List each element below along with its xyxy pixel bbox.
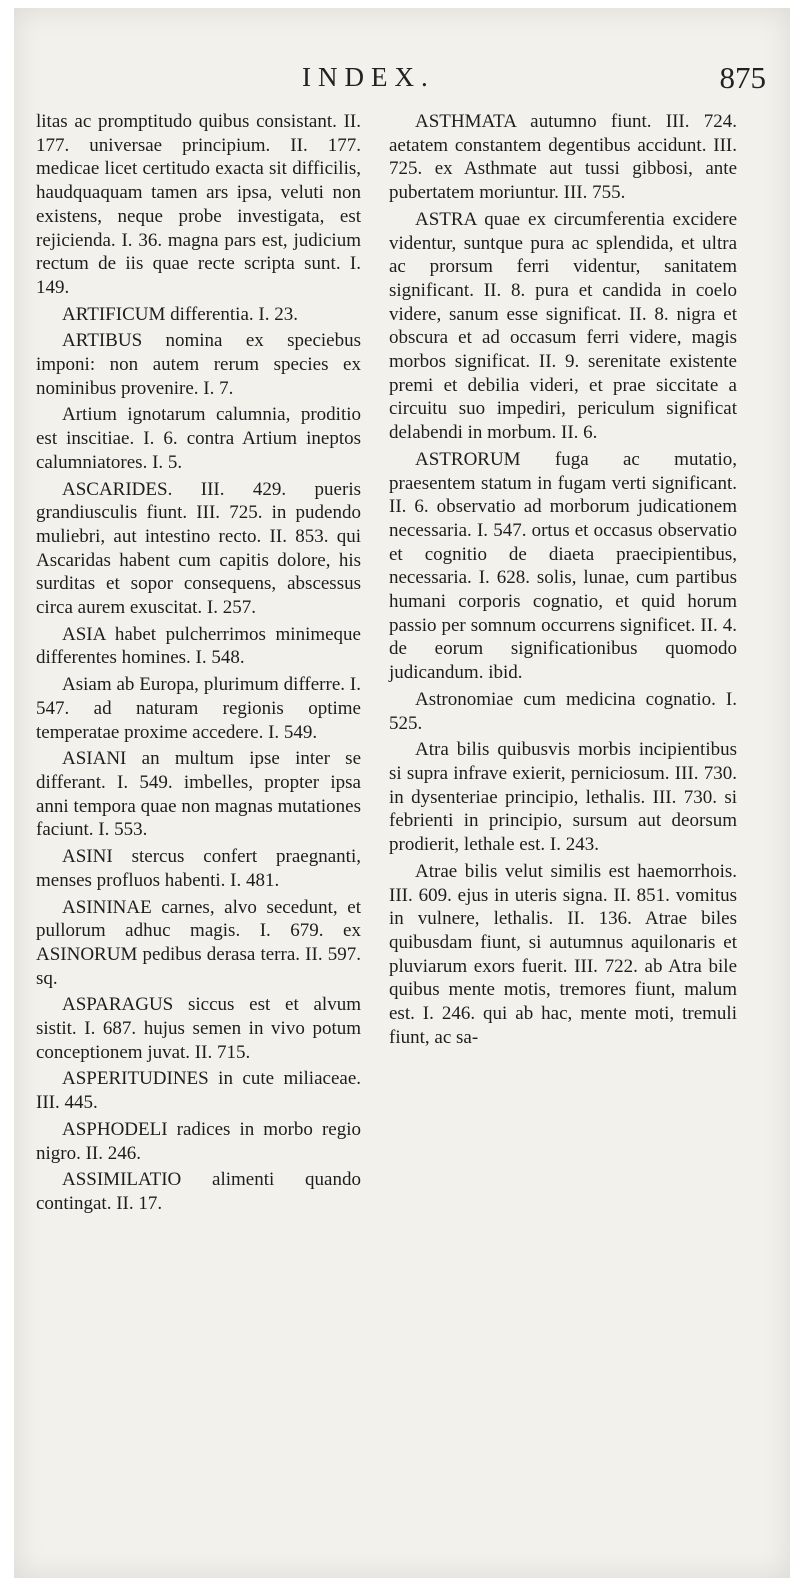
left-column: [36, 110, 361, 1219]
index-entry: ASPARAGUS siccus est et alvum sistit. I. 687. hujus semen in vivo potum conceptionem juvat. II. 715.: [36, 994, 361, 1063]
index-entry: ASSIMILATIO alimenti quando contingat. II. 17.: [36, 1169, 361, 1214]
index-entry: ASINI stercus confert praegnanti, menses profluos habenti. I. 481.: [36, 846, 361, 891]
index-entry: Asiam ab Europa, plurimum differre. I. 547. ad naturam regionis optime temperatae proxime accedere. I. 549.: [36, 674, 361, 743]
index-entry: Artium ignotarum calumnia, proditio est inscitiae. I. 6. contra Artium ineptos calumniatores. I. 5.: [36, 404, 361, 473]
book-page: [14, 8, 790, 1578]
index-entry: ASTHMATA autumno fiunt. III. 724. aetatem constantem degentibus accidunt. III. 725. ex Asthmate aut tussi gibbosi, ante pubertatem moriuntur. III. 755.: [389, 111, 737, 204]
index-entry: ASTRA quae ex circumferentia excidere videntur, suntque pura ac splendida, et ultra ac prorsum ferri videntur, sanitatem significant. II. 8. pura et candida in coelo videre, sanum esse significat. II. 8. nigra et obscura et ad occasum ferri videre, magis morbos significat. II. 9. serenitate existente premi et debilia videri, et prae siccitate a circuitu suo impediri, periculum significat delabendi in morbum. II. 6.: [389, 208, 737, 444]
index-entry: ASPERITUDINES in cute miliaceae. III. 445.: [36, 1068, 361, 1114]
index-entry: Atra bilis quibusvis morbis incipientibus si supra infrave exierit, perniciosum. III. 730. in dysenteriae principio, lethalis. III. 730. si febrienti in principio, sursum aut deorsum prodierit, lethale est. I. 243.: [389, 739, 737, 856]
index-entry: ASPHODELI radices in morbo regio nigro. II. 246.: [36, 1118, 361, 1164]
index-entry: ASIA habet pulcherrimos minimeque differentes homines. I. 548.: [36, 623, 361, 669]
running-title: INDEX.: [302, 62, 435, 92]
index-entry: ARTIFICUM differentia. I. 23.: [62, 303, 298, 325]
index-entry: ASTRORUM fuga ac mutatio, praesentem statum in fugam verti significant. II. 6. observatio ad morborum judicationem necessaria. I. 547. ortus et occasus observatio et cognitio de diaeta praecipientibus, necessaria. I. 628. solis, lunae, cum partibus humani corporis cognatio, et quid horum passio per somnum occurrens significet. II. 4. de eorum significationibus quomodo judicandum. ibid.: [389, 448, 737, 684]
index-entry: litas ac promptitudo quibus consistant. II. 177. universae principium. II. 177. medicae licet certitudo exacta sit difficilis, haudquaquam tamen ars ipsa, veluti non existens, neque probe investigata, est rejicienda. I. 36. magna pars est, judicium rectum de iis quae recte scripta sunt. I. 149.: [36, 111, 361, 298]
page-header: [14, 62, 790, 102]
index-entry: ARTIBUS nomina ex speciebus imponi: non autem rerum species ex nominibus provenire. I. 7.: [36, 330, 361, 399]
right-column: [389, 110, 737, 1052]
index-entry: Astronomiae cum medicina cognatio. I. 525.: [389, 688, 737, 734]
index-entry: ASCARIDES. III. 429. pueris grandiusculis fiunt. III. 725. in pudendo muliebri, aut intestino recto. II. 853. qui Ascaridas habent cum capitis dolore, his surditas et sopor consequens, abscessus circa aurem exuscitat. I. 257.: [36, 478, 361, 619]
index-entry: ASIANI an multum ipse inter se differant. I. 549. imbelles, propter ipsa anni tempora quae non magnas mutationes faciunt. I. 553.: [36, 748, 361, 841]
page-number: 875: [719, 60, 766, 95]
index-entry: ASININAE carnes, alvo secedunt, et pullorum adhuc magis. I. 679. ex ASINORUM pedibus derasa terra. II. 597. sq.: [36, 896, 361, 989]
index-entry: Atrae bilis velut similis est haemorrhois. III. 609. ejus in uteris signa. II. 851. vomitus in vulnere, lethalis. II. 136. Atrae biles quibusdam fiunt, si autumnus aquilonaris et pluviarum exors fuerit. III. 722. ab Atra bile quibus mente motis, tremores fiunt, malum est. I. 246. qui ab hac, mente moti, tremuli fiunt, ac sa-: [389, 860, 737, 1048]
